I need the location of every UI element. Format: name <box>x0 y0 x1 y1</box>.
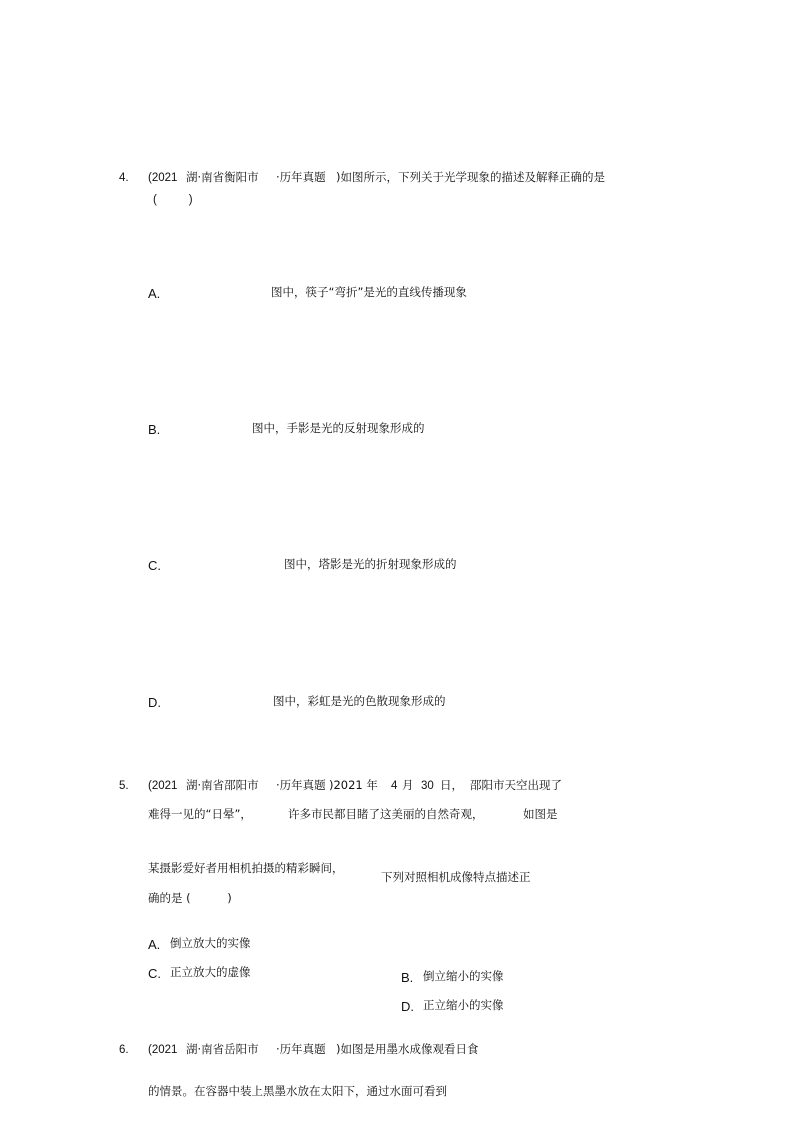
q4-number: 4. <box>119 172 129 184</box>
q5-option-c-letter: C. <box>148 966 161 981</box>
q5-stem-line1-end: 邵阳市天空出现了 <box>470 778 562 792</box>
q4-stem: )如图所示，下列关于光学现象的描述及解释正确的是 <box>336 170 605 184</box>
q5-option-c-text: 正立放大的虚像 <box>170 965 251 979</box>
q6-source-year: (2021 <box>148 1044 178 1056</box>
q5-day-unit: 日， <box>440 778 463 792</box>
q5-source-province: 湖·南省邵阳市 <box>186 778 259 792</box>
q5-option-a-text: 倒立放大的实像 <box>170 936 251 950</box>
q6-stem: )如图是用墨水成像观看日食 <box>336 1042 479 1056</box>
q6-exam-tag: ·历年真题 <box>276 1042 326 1056</box>
q5-option-d-letter: D. <box>401 999 414 1014</box>
q5-month-unit: 月 <box>402 778 414 792</box>
q4-exam-tag: ·历年真题 <box>276 170 326 184</box>
q6-number: 6. <box>119 1044 129 1056</box>
q5-option-b-text: 倒立缩小的实像 <box>423 969 504 983</box>
q6-stem-line2: 的情景。在容器中装上黑墨水放在太阳下，通过水面可看到 <box>148 1084 447 1098</box>
q5-stem-line3-a: 某摄影爱好者用相机拍摄的精彩瞬间， <box>148 861 344 875</box>
q5-stem-line4: 确的是 ( ) <box>148 891 232 905</box>
q4-option-a-letter: A. <box>148 286 161 301</box>
q4-option-b-letter: B. <box>148 422 161 437</box>
q5-stem-line2-c: 如图是 <box>523 807 558 821</box>
q5-stem-line3-b: 下列对照相机成像特点描述正 <box>381 870 531 884</box>
q5-exam-tag: ·历年真题 <box>276 778 326 792</box>
q4-option-d-text: 图中，彩虹是光的色散现象形成的 <box>273 694 446 708</box>
q5-month: 4 <box>391 780 398 792</box>
q4-option-d-letter: D. <box>148 695 161 710</box>
q5-day: 30 <box>421 780 434 792</box>
q4-option-a-text: 图中，筷子“弯折”是光的直线传播现象 <box>271 285 467 299</box>
q5-option-b-letter: B. <box>401 970 414 985</box>
q4-option-c-letter: C. <box>148 558 161 573</box>
q5-source-year: (2021 <box>148 780 178 792</box>
q4-option-c-text: 图中，塔影是光的折射现象形成的 <box>284 557 457 571</box>
q5-option-d-text: 正立缩小的实像 <box>423 998 504 1012</box>
q6-source-province: 湖·南省岳阳市 <box>186 1042 259 1056</box>
q5-stem-line2-a: 难得一见的“日晕”， <box>148 807 252 821</box>
q4-answer-blank: ( ) <box>153 194 193 206</box>
q4-source-province: 湖·南省衡阳市 <box>186 170 259 184</box>
q5-option-a-letter: A. <box>148 937 161 952</box>
q5-number: 5. <box>119 780 129 792</box>
q5-stem-line2-b: 许多市民都目睹了这美丽的自然奇观， <box>288 807 484 821</box>
q4-option-b-text: 图中，手影是光的反射现象形成的 <box>252 421 425 435</box>
q5-date-prefix: )2021 年 <box>329 778 378 792</box>
q4-source-year: (2021 <box>148 172 178 184</box>
